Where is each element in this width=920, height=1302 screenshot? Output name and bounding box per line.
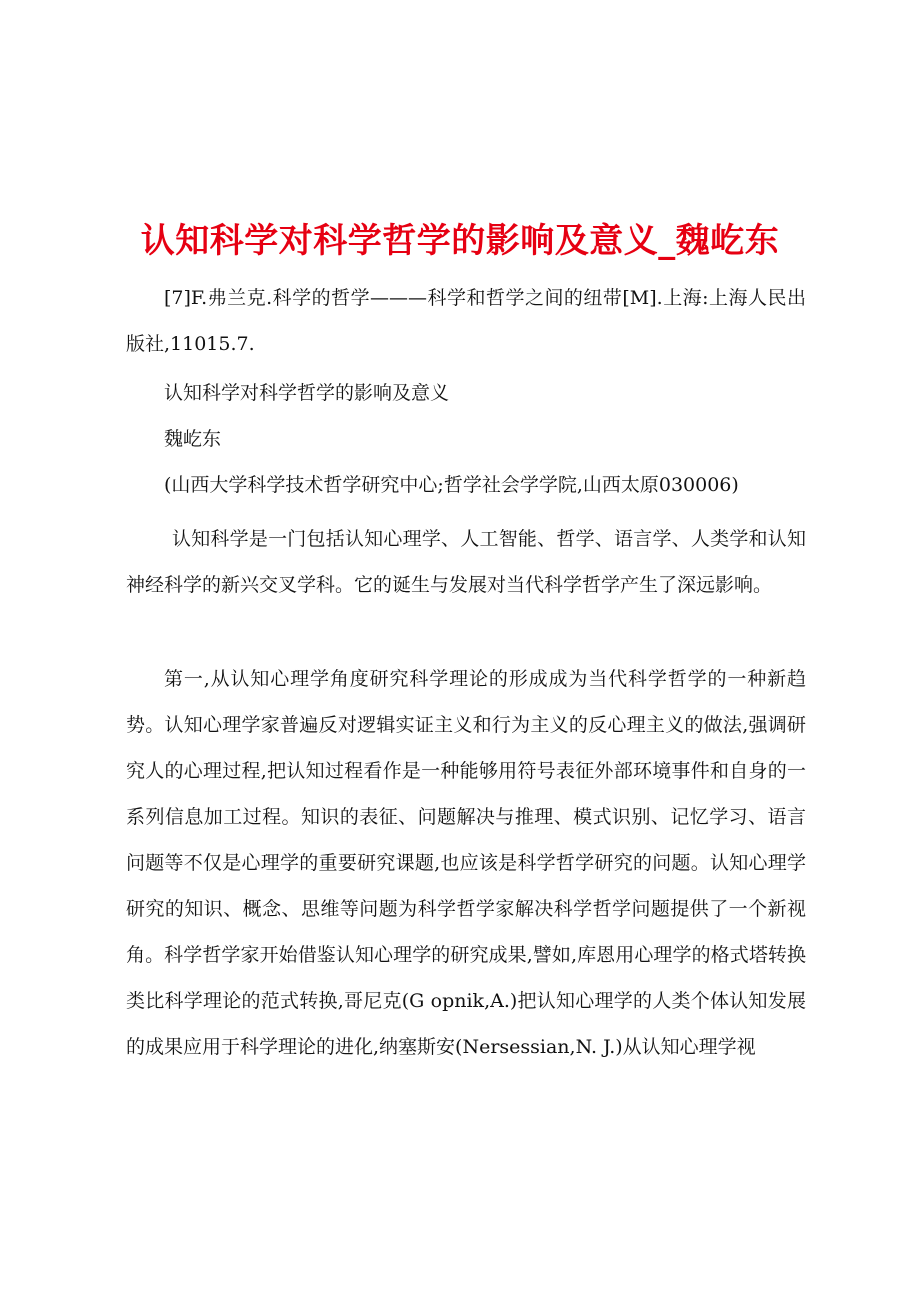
document-title: 认知科学对科学哲学的影响及意义_魏屹东 [140,220,780,261]
article-title: 认知科学对科学哲学的影响及意义 [164,382,450,404]
author-name: 魏屹东 [164,428,222,450]
abstract-paragraph: 认知科学是一门包括认知心理学、人工智能、哲学、语言学、人类学和认知神经科学的新兴交叉学科。它的诞生与发展对当代科学哲学产生了深远影响。 [126,528,806,596]
reference-entry: [7]F.弗兰克.科学的哲学———科学和哲学之间的纽带[M].上海:上海人民出版社,11015.7. [126,287,806,355]
author-affiliation: (山西大学科学技术哲学研究中心;哲学社会学学院,山西太原030006) [164,474,739,496]
body-paragraph: 第一,从认知心理学角度研究科学理论的形成成为当代科学哲学的一种新趋势。认知心理学家普遍反对逻辑实证主义和行为主义的反心理主义的做法,强调研究人的心理过程,把认知过程看作是一种能够用符号表征外部环境事件和自身的一系列信息加工过程。知识的表征、问题解决与推理、模式识别、记忆学习、语言问题等不仅是心理学的重要研究课题,也应该是科学哲学研究的问题。认知心理学研究的知识、概念、思维等问题为科学哲学家解决科学哲学问题提供了一个新视角。科学哲学家开始借鉴认知心理学的研究成果,譬如,库恩用心理学的格式塔转换类比科学理论的范式转换,哥尼克(G opnik,A.)把认知心理学的人类个体认知发展的成果应用于科学理论的进化,纳塞斯安(Nersessian,N. J.)从认知心理学视 [126,668,806,1058]
